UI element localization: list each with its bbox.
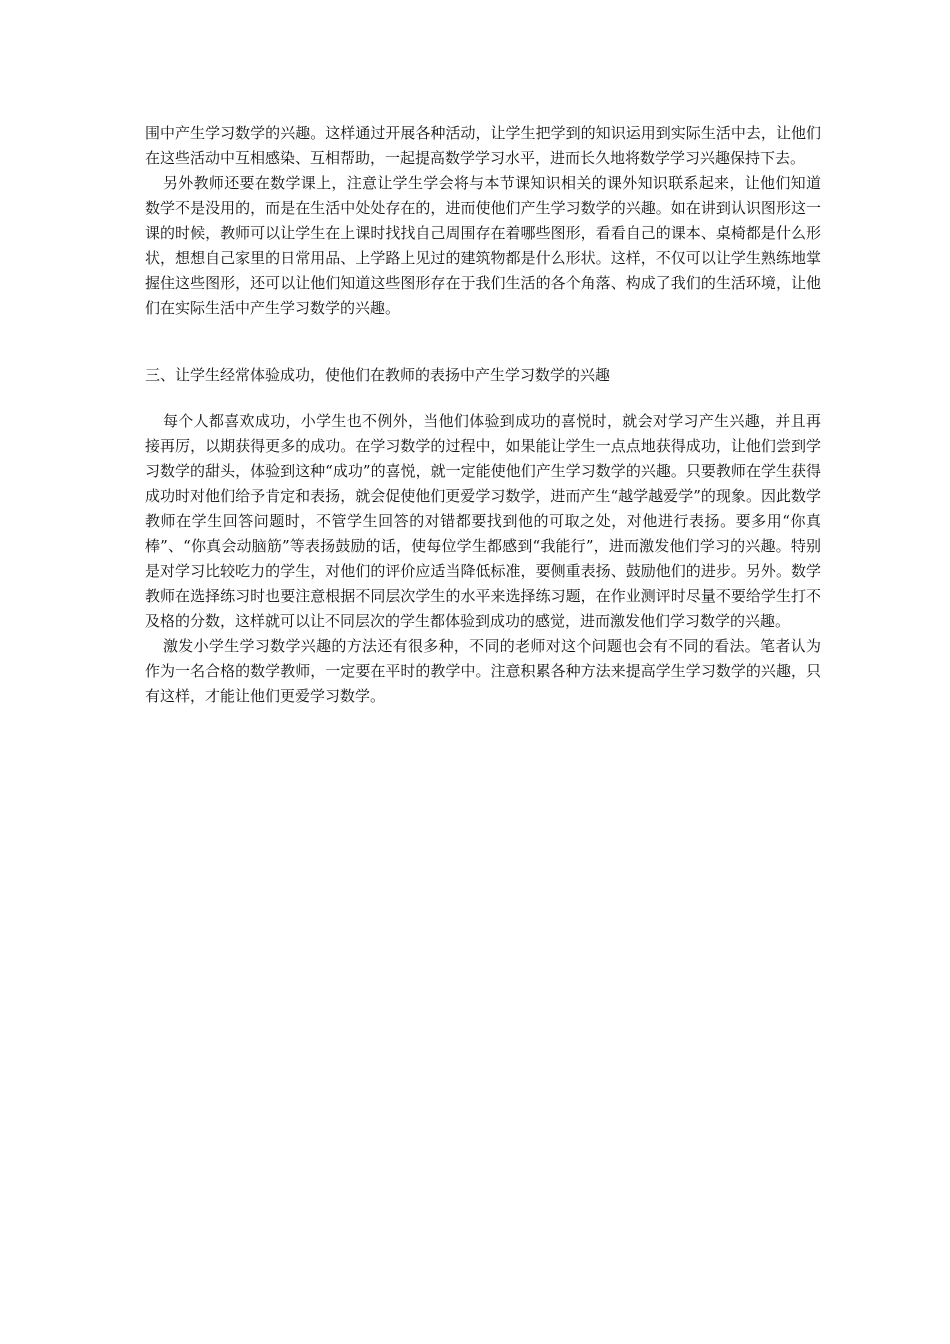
paragraph-experience-success: 每个人都喜欢成功，小学生也不例外，当他们体验到成功的喜悦时，就会对学习产生兴趣，并且再接再厉，以期获得更多的成功。在学习数学的过程中，如果能让学生一点点地获得成功，让他们尝到学习数学的甜头，体验到这种“成功”的喜悦，就一定能使他们产生学习数学的兴趣。只要教师在学生获得成功时对他们给予肯定和表扬，就会促使他们更爱学习数学，进而产生“越学越爱学”的现象。因此数学教师在学生回答问题时，不管学生回答的对错都要找到他的可取之处，对他进行表扬。要多用“你真棒”、“你真会动脑筋”等表扬鼓励的话，使每位学生都感到“我能行”，进而激发他们学习的兴趣。特别是对学习比较吃力的学生，对他们的评价应适当降低标准，要侧重表扬、鼓励他们的进步。另外。数学教师在选择练习时也要注意根据不同层次学生的水平来选择练习题，在作业测评时尽量不要给学生打不及格的分数，这样就可以让不同层次的学生都体验到成功的感觉，进而激发他们学习数学的兴趣。 bbox=[145, 412, 821, 630]
paragraph-conclusion: 激发小学生学习数学兴趣的方法还有很多种，不同的老师对这个问题也会有不同的看法。笔者认为作为一名合格的数学教师，一定要在平时的教学中。注意积累各种方法来提高学生学习数学的兴趣，只有这样，才能让他们更爱学习数学。 bbox=[145, 637, 821, 705]
section-spacer bbox=[145, 321, 821, 363]
paragraph-continuation: 围中产生学习数学的兴趣。这样通过开展各种活动，让学生把学到的知识运用到实际生活中去，让他们在这些活动中互相感染、互相帮助，一起提高数学学习水平，进而长久地将数学学习兴趣保持下去。 bbox=[145, 124, 821, 167]
heading-spacer bbox=[145, 388, 821, 409]
document-body bbox=[145, 121, 821, 709]
paragraph-extracurricular-knowledge: 另外教师还要在数学课上，注意让学生学会将与本节课知识相关的课外知识联系起来，让他们知道数学不是没用的，而是在生活中处处存在的，进而使他们产生学习数学的兴趣。如在讲到认识图形这一课的时候，教师可以让学生在上课时找找自己周围存在着哪些图形，看看自己的课本、桌椅都是什么形状，想想自己家里的日常用品、上学路上见过的建筑物都是什么形状。这样，不仅可以让学生熟练地掌握住这些图形，还可以让他们知道这些图形存在于我们生活的各个角落、构成了我们的生活环境，让他们在实际生活中产生学习数学的兴趣。 bbox=[145, 174, 821, 317]
section-heading: 三、让学生经常体验成功，使他们在教师的表扬中产生学习数学的兴趣 bbox=[145, 366, 611, 384]
